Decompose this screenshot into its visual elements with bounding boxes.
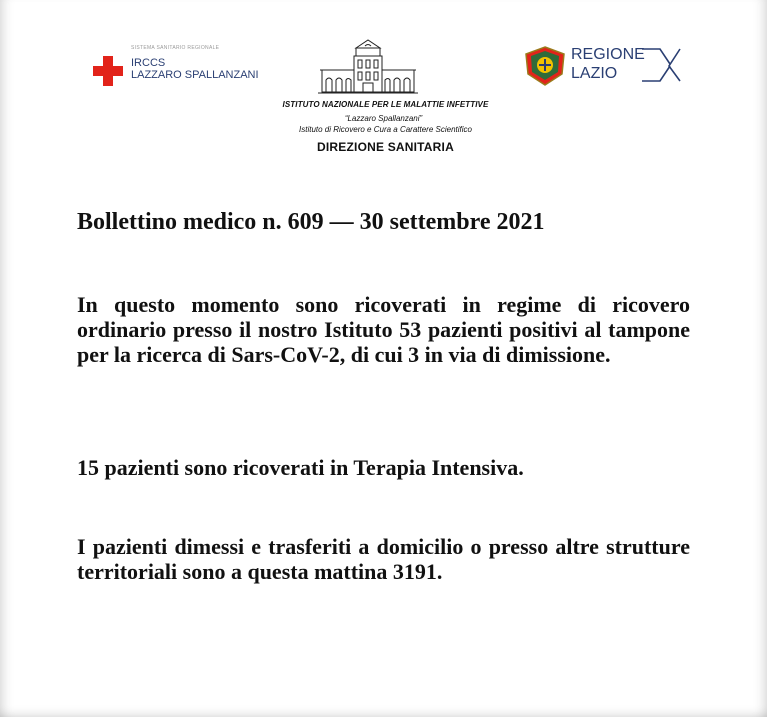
institute-building-icon [318, 36, 418, 94]
bulletin-paragraph-discharged: I pazienti dimessi e trasferiti a domicilio o presso altre strutture territoriali sono a questa mattina 3191. [77, 534, 690, 584]
bulletin-paragraph-icu: 15 pazienti sono ricoverati in Terapia Intensiva. [77, 455, 524, 480]
spallanzani-logo [93, 44, 273, 88]
regione-lazio-logo [524, 44, 684, 94]
logo-spallanzani-text: LAZZARO SPALLANZANI [131, 69, 259, 81]
institute-subname: “Lazzaro Spallanzani” [344, 114, 423, 123]
bulletin-title: Bollettino medico n. 609 — 30 settembre 2021 [77, 209, 545, 235]
logo-irccs-text: IRCCS [131, 57, 166, 69]
lazio-text: LAZIO [571, 65, 618, 82]
regione-lazio-emblem-icon [524, 46, 566, 86]
logo-small-text: SISTEMA SANITARIO REGIONALE [131, 45, 220, 51]
lazio-chevron-icon [642, 46, 682, 86]
regione-text: REGIONE [571, 46, 645, 63]
institute-type: Istituto di Ricovero e Cura a Carattere Scientifico [299, 125, 472, 134]
institute-name: ISTITUTO NAZIONALE PER LE MALATTIE INFETTIVE [282, 100, 489, 109]
red-cross-icon [93, 56, 123, 86]
department-heading: DIREZIONE SANITARIA [317, 140, 454, 154]
bulletin-paragraph-inpatients: In questo momento sono ricoverati in regime di ricovero ordinario presso il nostro Istituto 53 pazienti positivi al tampone per la ricerca di Sars-CoV-2, di cui 3 in via di dimissione. [77, 292, 690, 367]
